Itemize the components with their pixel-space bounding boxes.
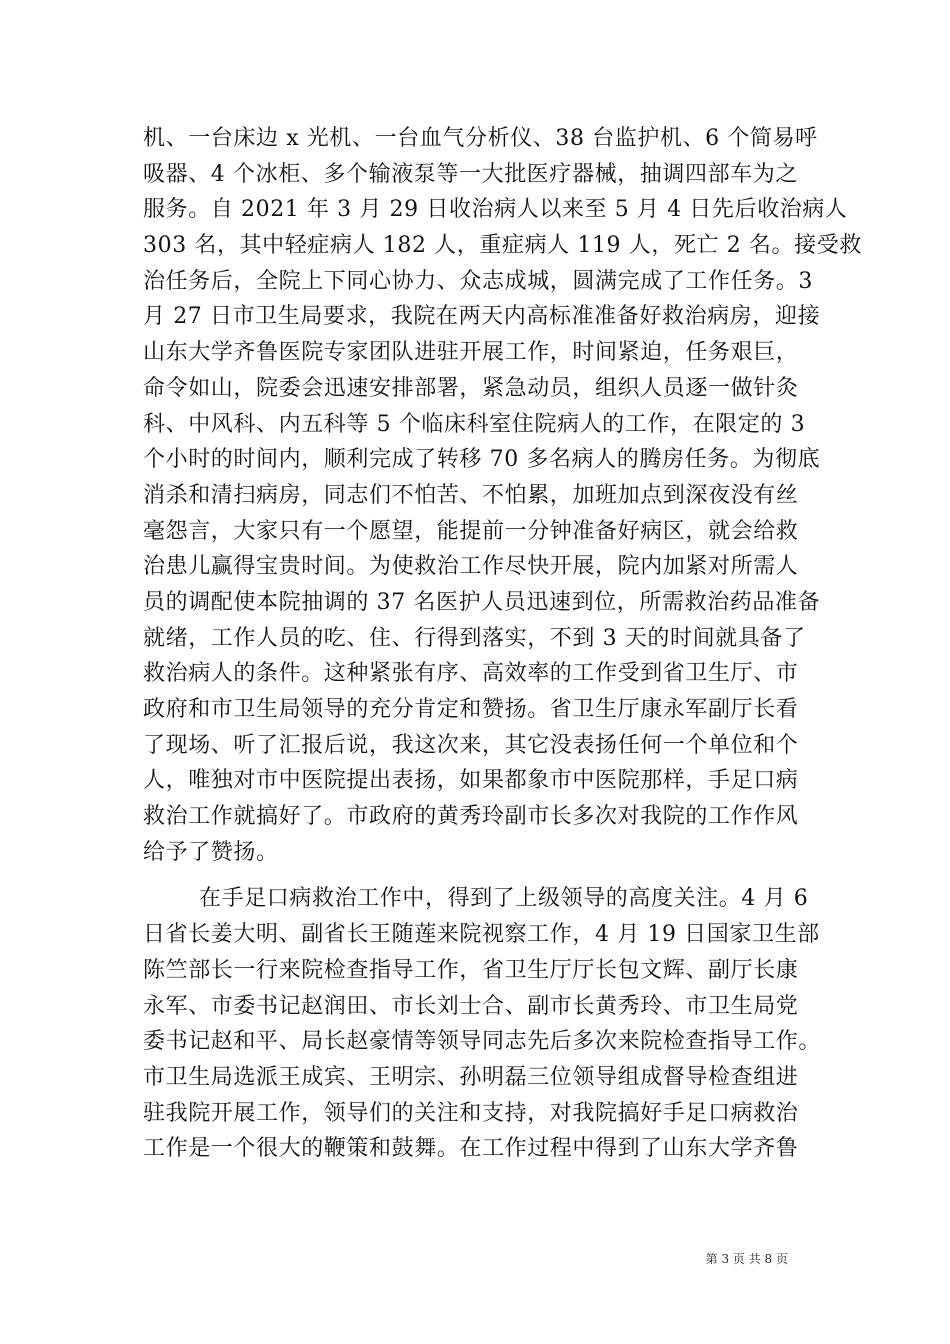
text-line: 命令如山，院委会迅速安排部署，紧急动员，组织人员逐一做针灸 bbox=[143, 375, 799, 401]
text-line: 了现场、听了汇报后说，我这次来，其它没表扬任何一个单位和个 bbox=[143, 732, 799, 758]
document-body bbox=[143, 121, 862, 1167]
text-line: 永军、市委书记赵润田、市长刘士合、副市长黄秀玲、市卫生局党 bbox=[143, 993, 799, 1019]
text-line: 委书记赵和平、局长赵豪情等领导同志先后多次来院检查指导工作。 bbox=[143, 1029, 822, 1055]
text-line: 市卫生局选派王成宾、王明宗、孙明磊三位领导组成督导检查组进 bbox=[143, 1064, 799, 1090]
text-line: 治任务后，全院上下同心协力、众志成城，圆满完成了工作任务。3 bbox=[143, 268, 813, 294]
text-line: 303 名，其中轻症病人 182 人，重症病人 119 人，死亡 2 名。接受救 bbox=[143, 233, 862, 259]
text-line: 吸器、4 个冰柜、多个输液泵等一大批医疗器械，抽调四部车为之 bbox=[143, 161, 798, 187]
text-line: 消杀和清扫病房，同志们不怕苦、不怕累，加班加点到深夜没有丝 bbox=[143, 482, 799, 508]
text-line: 日省长姜大明、副省长王随莲来院视察工作，4 月 19 日国家卫生部 bbox=[143, 922, 820, 948]
text-line: 给予了赞扬。 bbox=[143, 839, 279, 865]
text-line: 服务。自 2021 年 3 月 29 日收治病人以来至 5 月 4 日先后收治病人 bbox=[143, 197, 848, 223]
text-line: 个小时的时间内，顺利完成了转移 70 多名病人的腾房任务。为彻底 bbox=[143, 447, 821, 473]
text-line: 山东大学齐鲁医院专家团队进驻开展工作，时间紧迫，任务艰巨， bbox=[143, 340, 799, 366]
text-line: 救治病人的条件。这种紧张有序、高效率的工作受到省卫生厅、市 bbox=[143, 661, 799, 687]
text-line: 驻我院开展工作，领导们的关注和支持，对我院搞好手足口病救治 bbox=[143, 1100, 799, 1126]
text-line: 就绪，工作人员的吃、住、行得到落实，不到 3 天的时间就具备了 bbox=[143, 625, 806, 651]
text-line: 政府和市卫生局领导的充分肯定和赞扬。省卫生厅康永军副厅长看 bbox=[143, 697, 799, 722]
text-line: 机、一台床边 x 光机、一台血气分析仪、38 台监护机、6 个简易呼 bbox=[143, 126, 818, 151]
text-line: 员的调配使本院抽调的 37 名医护人员迅速到位，所需救治药品准备 bbox=[143, 589, 821, 615]
text-line: 救治工作就搞好了。市政府的黄秀玲副市长多次对我院的工作作风 bbox=[143, 804, 799, 830]
page-number-footer: 第 3 页 共 8 页 bbox=[705, 1252, 788, 1266]
text-line: 月 27 日市卫生局要求，我院在两天内高标准准备好救治病房，迎接 bbox=[143, 304, 821, 330]
text-line: 工作是一个很大的鞭策和鼓舞。在工作过程中得到了山东大学齐鲁 bbox=[143, 1136, 799, 1162]
text-line: 人，唯独对市中医院提出表扬，如果都象市中医院那样，手足口病 bbox=[143, 768, 799, 794]
paragraph-spacing bbox=[143, 870, 823, 881]
text-line: 治患儿赢得宝贵时间。为使救治工作尽快开展，院内加紧对所需人 bbox=[143, 554, 799, 580]
text-line: 科、中风科、内五科等 5 个临床科室住院病人的工作，在限定的 3 bbox=[143, 411, 806, 437]
paragraph-1 bbox=[143, 121, 862, 870]
text-line: 陈竺部长一行来院检查指导工作，省卫生厅厅长包文辉、副厅长康 bbox=[143, 957, 799, 983]
paragraph-2 bbox=[143, 881, 823, 1167]
text-line: 在手足口病救治工作中，得到了上级领导的高度关注。4 月 6 bbox=[199, 886, 809, 912]
text-line: 毫怨言，大家只有一个愿望，能提前一分钟准备好病区，就会给救 bbox=[143, 518, 799, 544]
